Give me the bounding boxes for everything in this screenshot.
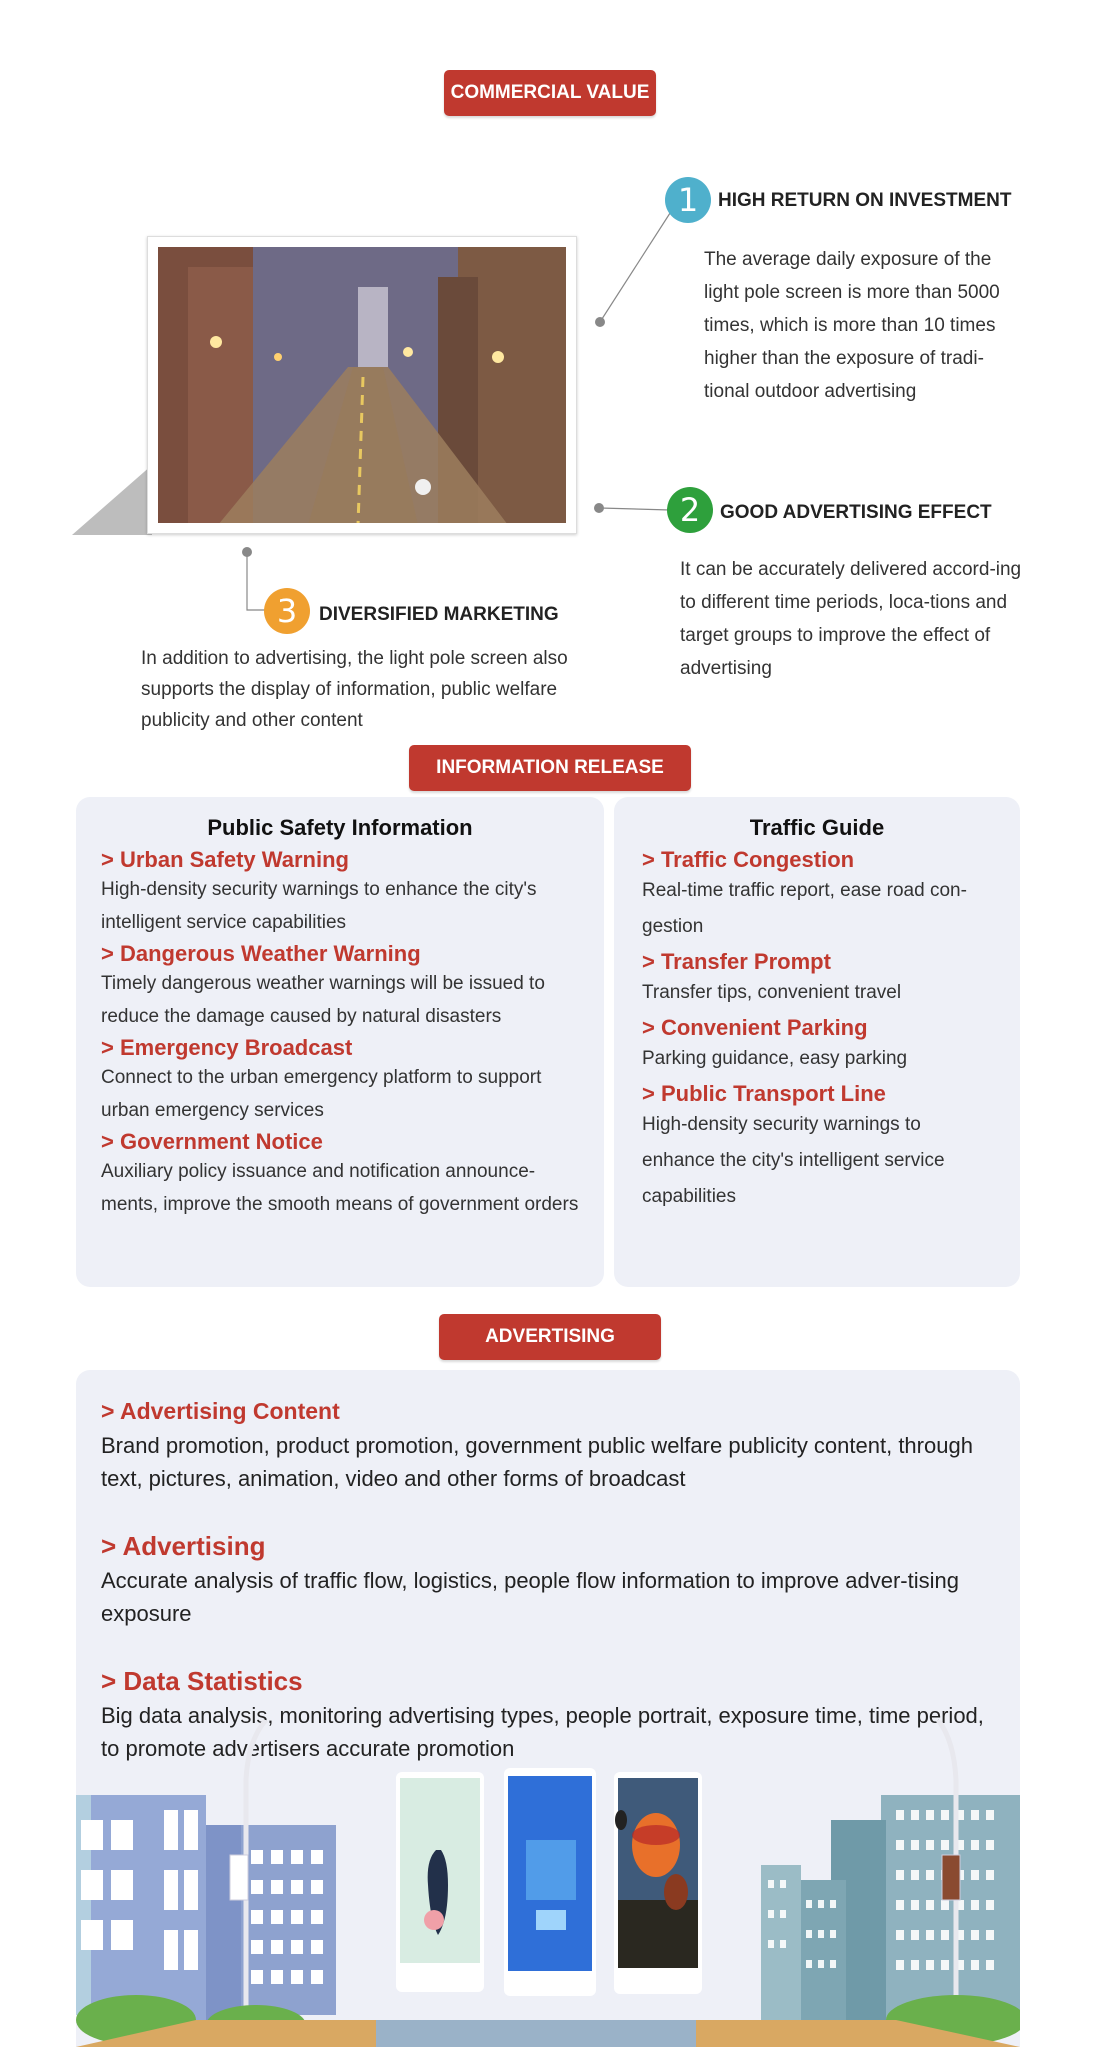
feature-title: DIVERSIFIED MARKETING — [319, 604, 559, 625]
feature-title: GOOD ADVERTISING EFFECT — [720, 502, 992, 523]
item-heading: > Transfer Prompt — [642, 949, 831, 974]
badge-label: COMMERCIAL VALUE — [450, 82, 650, 103]
item-text: Parking guidance, easy parking — [642, 1048, 908, 1069]
item-heading: > Traffic Congestion — [642, 847, 855, 872]
feature-text: The average daily exposure of the light pole screen is more than 5000 times, which is more than 10 times higher than the exposure of tradi-tional outdoor advertising — [704, 249, 1000, 402]
item-heading: > Urban Safety Warning — [101, 847, 349, 872]
item-text: Timely dangerous weather warnings will be issued to reduce the damage caused by natural disasters — [101, 973, 545, 1027]
number-badge-3: 3 — [264, 588, 310, 634]
section-badge-information-release — [409, 745, 691, 791]
item-heading: > Dangerous Weather Warning — [101, 941, 421, 966]
item-heading: > Convenient Parking — [642, 1015, 868, 1040]
item-text: High-density security warnings to enhance the city's intelligent service capabilities — [642, 1114, 945, 1207]
item-text: Connect to the urban emergency platform to support urban emergency services — [101, 1067, 542, 1121]
item-text: Auxiliary policy issuance and notification announce-ments, improve the smooth means of government orders — [101, 1161, 579, 1215]
ad-text: Big data analysis, monitoring advertising types, people portrait, exposure time, time period, to promote advertisers accurate promotion — [101, 1703, 984, 1761]
ad-heading: > Advertising Content — [101, 1398, 340, 1424]
feature-text: It can be accurately delivered accord-ing to different time periods, loca-tions and target groups to improve the effect of advertising — [680, 559, 1022, 679]
ad-heading: > Data Statistics — [101, 1666, 303, 1696]
item-heading: > Government Notice — [101, 1129, 323, 1154]
item-text: High-density security warnings to enhance the city's intelligent service capabilities — [101, 879, 537, 933]
panel-traffic-guide — [614, 797, 1020, 1287]
item-heading: > Public Transport Line — [642, 1081, 886, 1106]
badge-label: INFORMATION RELEASE — [436, 757, 664, 778]
city-illustration — [76, 1720, 1020, 2047]
connector-dot — [595, 317, 605, 327]
section-badge-advertising — [439, 1314, 661, 1360]
number-badge-1: 1 — [665, 177, 711, 223]
connector-dot — [242, 547, 252, 557]
ad-text: Accurate analysis of traffic flow, logistics, people flow information to improve adver-tising exposure — [101, 1568, 959, 1626]
badge-label: ADVERTISING — [485, 1326, 615, 1347]
item-text: Real-time traffic report, ease road con-gestion — [642, 880, 967, 937]
item-heading: > Emergency Broadcast — [101, 1035, 353, 1060]
item-text: Transfer tips, convenient travel — [642, 982, 902, 1003]
feature-title: HIGH RETURN ON INVESTMENT — [718, 190, 1012, 211]
number-badge-2: 2 — [667, 487, 713, 533]
ad-heading: > Advertising — [101, 1531, 266, 1561]
panel-title: Public Safety Information — [207, 815, 473, 840]
ad-text: Brand promotion, product promotion, government public welfare publicity content, through text, pictures, animation, video and other forms of broadcast — [101, 1433, 973, 1491]
panel-title: Traffic Guide — [749, 815, 885, 840]
panel-public-safety — [76, 797, 604, 1287]
feature-text: In addition to advertising, the light pole screen also supports the display of information, public welfare publicity and other content — [141, 648, 568, 731]
connector-dot — [594, 503, 604, 513]
